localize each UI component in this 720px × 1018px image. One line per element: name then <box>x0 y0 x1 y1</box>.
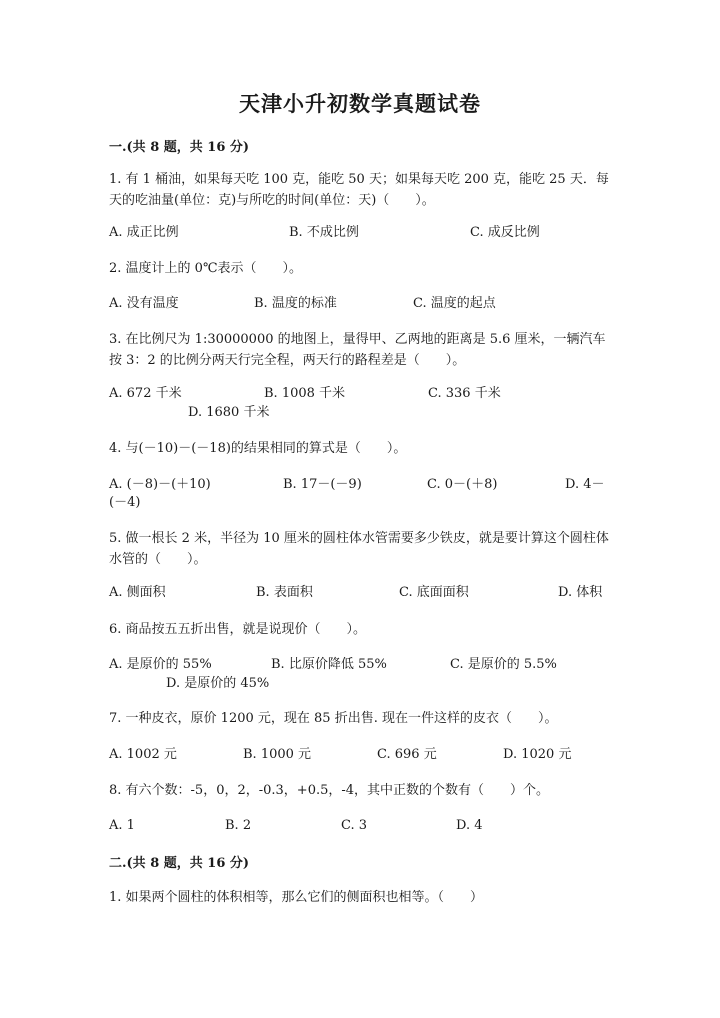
q7-option-a: A. 1002 元 <box>109 747 177 762</box>
q5-option-c: C. 底面面积 <box>399 585 469 600</box>
q4-option-d-cont: (－4) <box>109 495 141 510</box>
question-7: 7. 一种皮衣，原价 1200 元，现在 85 折出售. 现在一件这样的皮衣（ ）。 <box>109 711 558 726</box>
question-6: 6. 商品按五五折出售，就是说现价（ ）。 <box>109 622 367 637</box>
q1-option-c: C. 成反比例 <box>470 225 540 240</box>
q6-option-d: D. 是原价的 45% <box>166 676 270 691</box>
q3-option-b: B. 1008 千米 <box>264 386 346 401</box>
q6-option-c: C. 是原价的 5.5% <box>450 657 557 672</box>
q1-option-b: B. 不成比例 <box>289 225 359 240</box>
section-1-heading: 一.(共 8 题，共 16 分) <box>109 140 250 155</box>
page-title: 天津小升初数学真题试卷 <box>239 91 481 116</box>
q5-option-b: B. 表面积 <box>256 585 313 600</box>
section-2-heading: 二.(共 8 题，共 16 分) <box>109 856 250 871</box>
q5-option-d: D. 体积 <box>558 585 603 600</box>
q3-option-c: C. 336 千米 <box>428 386 501 401</box>
question-3: 3. 在比例尺为 1:30000000 的地图上，量得甲、乙两地的距离是 5.6 厘米，一辆汽车按 3：2 的比例分两天行完全程，两天行的路程差是（ ）。 <box>109 332 606 368</box>
q8-option-d: D. 4 <box>456 818 483 833</box>
q2-option-b: B. 温度的标准 <box>254 296 337 311</box>
question-1: 1. 有 1 桶油，如果每天吃 100 克，能吃 50 天；如果每天吃 200 克，能吃 25 天．每天的吃油量(单位：克)与所吃的时间(单位：天)（ ）。 <box>109 172 609 208</box>
question-8: 8. 有六个数：-5，0，2，-0.3，+0.5，-4，其中正数的个数有（ ）个。 <box>109 783 550 798</box>
q4-option-a: A. (－8)－(＋10) <box>109 477 211 492</box>
q2-option-a: A. 没有温度 <box>109 296 179 311</box>
q7-option-d: D. 1020 元 <box>503 747 572 762</box>
q8-option-b: B. 2 <box>225 818 252 833</box>
q2-option-c: C. 温度的起点 <box>413 296 496 311</box>
question-2: 2. 温度计上的 0℃表示（ ）。 <box>109 261 302 276</box>
q7-option-b: B. 1000 元 <box>243 747 312 762</box>
q7-option-c: C. 696 元 <box>377 747 437 762</box>
q4-option-c: C. 0－(＋8) <box>427 477 498 492</box>
q8-option-c: C. 3 <box>341 818 368 833</box>
question-5: 5. 做一根长 2 米，半径为 10 厘米的圆柱体水管需要多少铁皮，就是要计算这个圆柱体水管的（ ）。 <box>109 531 609 567</box>
q3-option-d: D. 1680 千米 <box>188 405 270 420</box>
question-4: 4. 与(－10)－(－18)的结果相同的算式是（ ）。 <box>109 441 407 456</box>
q5-option-a: A. 侧面积 <box>109 585 166 600</box>
q6-option-b: B. 比原价降低 55% <box>271 657 387 672</box>
q8-option-a: A. 1 <box>109 818 135 833</box>
q4-option-d: D. 4－ <box>565 477 605 492</box>
q4-option-b: B. 17－(－9) <box>283 477 362 492</box>
q3-option-a: A. 672 千米 <box>109 386 182 401</box>
section-2-question-1: 1. 如果两个圆柱的体积相等，那么它们的侧面积也相等。（ ） <box>109 890 484 905</box>
q1-option-a: A. 成正比例 <box>109 225 179 240</box>
q6-option-a: A. 是原价的 55% <box>109 657 212 672</box>
